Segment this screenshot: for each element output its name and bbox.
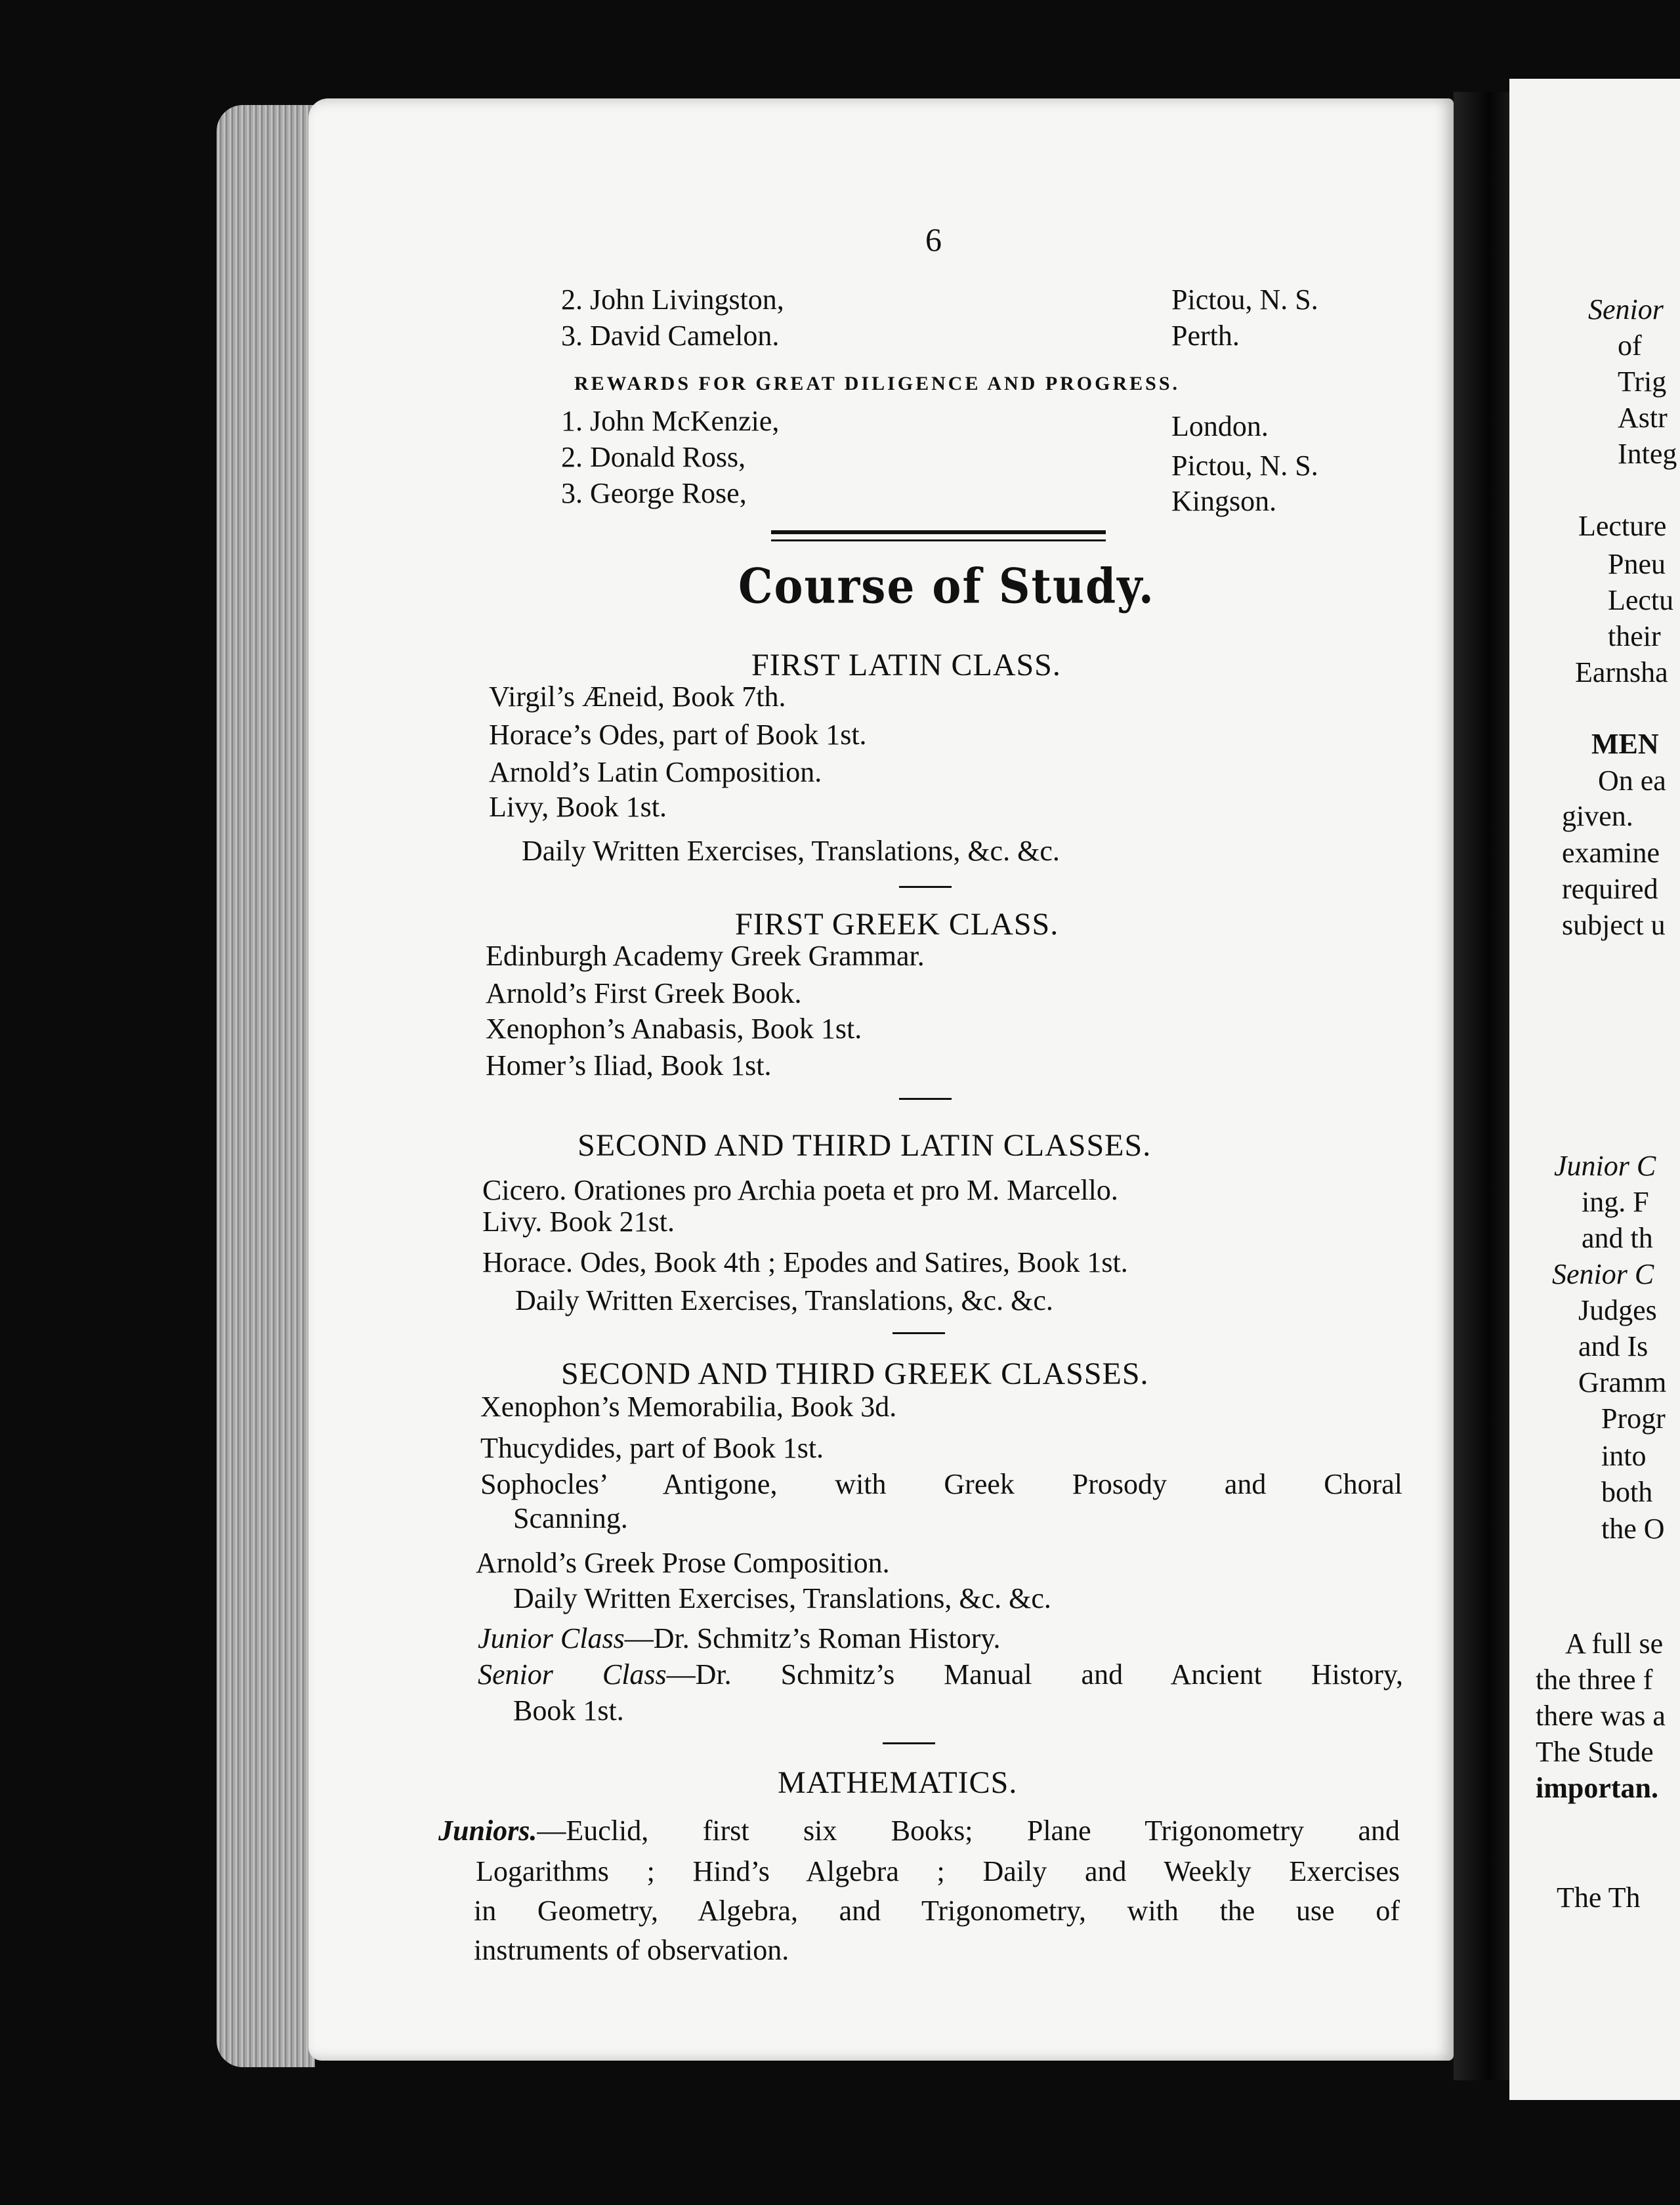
junior-class-line bbox=[478, 1624, 1001, 1653]
list-item: Livy, Book 1st. bbox=[489, 791, 667, 823]
course-title: Course of Study. bbox=[738, 558, 1155, 614]
facing-text: ing. F bbox=[1582, 1186, 1649, 1218]
prize-place: Pictou, N. S. bbox=[1171, 284, 1318, 316]
prize-entry: 3. David Camelon. bbox=[561, 320, 780, 352]
facing-text: Earnsha bbox=[1575, 656, 1668, 688]
facing-text: there was a bbox=[1536, 1700, 1666, 1732]
facing-text: subject u bbox=[1562, 909, 1666, 941]
prize-entry: 2. John Livingston, bbox=[561, 284, 784, 316]
facing-text: Progr bbox=[1601, 1402, 1666, 1435]
second-third-greek-heading: SECOND AND THIRD GREEK CLASSES. bbox=[561, 1356, 1149, 1391]
page-number: 6 bbox=[925, 221, 942, 258]
list-item: Edinburgh Academy Greek Grammar. bbox=[486, 940, 925, 972]
senior-class-text: —Dr. Schmitz’s Manual and Ancient History, bbox=[666, 1658, 1403, 1690]
prize-place: London. bbox=[1171, 410, 1269, 442]
senior-class-line bbox=[478, 1660, 1403, 1689]
list-item: Cicero. Orationes pro Archia poeta et pro M. Marcello. bbox=[482, 1174, 1118, 1206]
facing-text: Integ bbox=[1618, 438, 1677, 470]
list-item: Livy. Book 21st. bbox=[482, 1206, 675, 1238]
mathematics-line: Logarithms ; Hind’s Algebra ; Daily and Weekly Exercises bbox=[476, 1855, 1400, 1887]
facing-text: of bbox=[1618, 329, 1642, 362]
facing-text: importan. bbox=[1536, 1772, 1658, 1804]
list-item: Scanning. bbox=[513, 1502, 628, 1534]
list-item: Xenophon’s Anabasis, Book 1st. bbox=[486, 1013, 862, 1045]
prize-place: Pictou, N. S. bbox=[1171, 450, 1318, 482]
short-rule bbox=[892, 1332, 945, 1334]
junior-class-label: Junior Class bbox=[478, 1622, 625, 1654]
prize-place: Perth. bbox=[1171, 320, 1240, 352]
facing-text: the three f bbox=[1536, 1664, 1653, 1696]
mathematics-line bbox=[438, 1816, 1400, 1845]
facing-text: the O bbox=[1601, 1513, 1665, 1545]
list-item: Xenophon’s Memorabilia, Book 3d. bbox=[480, 1391, 897, 1423]
second-third-latin-heading: SECOND AND THIRD LATIN CLASSES. bbox=[578, 1128, 1152, 1163]
facing-text: Trig bbox=[1618, 366, 1667, 398]
short-rule bbox=[899, 886, 952, 888]
mathematics-line: in Geometry, Algebra, and Trigonometry, with the use of bbox=[474, 1895, 1400, 1927]
mathematics-heading: MATHEMATICS. bbox=[778, 1765, 1018, 1800]
facing-text: Judges bbox=[1578, 1294, 1657, 1326]
list-item: Daily Written Exercises, Translations, &c. &c. bbox=[522, 835, 1060, 867]
list-item: Daily Written Exercises, Translations, &c. &c. bbox=[513, 1582, 1051, 1614]
facing-text: Gramm bbox=[1578, 1366, 1667, 1398]
short-rule bbox=[883, 1742, 935, 1744]
short-rule bbox=[899, 1098, 952, 1100]
facing-text: Pneu bbox=[1608, 548, 1666, 580]
mathematics-line: instruments of observation. bbox=[474, 1934, 789, 1966]
list-item: Daily Written Exercises, Translations, &c. &c. bbox=[515, 1284, 1053, 1316]
facing-text: both bbox=[1601, 1476, 1653, 1508]
facing-text: their bbox=[1608, 620, 1661, 652]
facing-text: The Stude bbox=[1536, 1736, 1654, 1768]
prize-entry: 2. Donald Ross, bbox=[561, 441, 746, 473]
facing-text: Lecture bbox=[1578, 510, 1667, 542]
facing-text: Lectu bbox=[1608, 584, 1674, 616]
prize-entry: 1. John McKenzie, bbox=[561, 405, 780, 437]
section-rule bbox=[771, 539, 1106, 541]
senior-class-label: Senior Class bbox=[478, 1658, 667, 1690]
rewards-heading: REWARDS FOR GREAT DILIGENCE AND PROGRESS. bbox=[574, 373, 1181, 394]
section-rule bbox=[771, 530, 1106, 534]
juniors-label: Juniors. bbox=[438, 1815, 537, 1847]
list-item: Virgil’s Æneid, Book 7th. bbox=[489, 681, 786, 713]
list-item: Horace’s Odes, part of Book 1st. bbox=[489, 719, 867, 751]
facing-text: examine bbox=[1562, 837, 1660, 869]
facing-text: Senior C bbox=[1552, 1258, 1654, 1290]
facing-text: MEN bbox=[1591, 728, 1659, 760]
facing-text: Astr bbox=[1618, 402, 1668, 434]
list-item: Arnold’s First Greek Book. bbox=[486, 977, 802, 1009]
senior-class-continuation: Book 1st. bbox=[513, 1694, 624, 1727]
facing-text: and th bbox=[1582, 1222, 1653, 1254]
facing-text: given. bbox=[1562, 800, 1633, 832]
junior-class-text: —Dr. Schmitz’s Roman History. bbox=[624, 1622, 1001, 1654]
book-gutter bbox=[1454, 92, 1513, 2080]
list-item: Thucydides, part of Book 1st. bbox=[480, 1432, 824, 1464]
facing-text: Senior bbox=[1588, 293, 1664, 326]
list-item: Homer’s Iliad, Book 1st. bbox=[486, 1049, 772, 1082]
list-item: Horace. Odes, Book 4th ; Epodes and Satires, Book 1st. bbox=[482, 1246, 1128, 1278]
facing-text: into bbox=[1601, 1440, 1647, 1472]
mathematics-text: —Euclid, first six Books; Plane Trigonometry and bbox=[537, 1815, 1400, 1847]
facing-text: A full se bbox=[1565, 1628, 1664, 1660]
first-greek-heading: FIRST GREEK CLASS. bbox=[735, 907, 1059, 942]
facing-text: required bbox=[1562, 873, 1658, 905]
facing-text: Junior C bbox=[1554, 1150, 1656, 1182]
facing-text: and Is bbox=[1578, 1330, 1648, 1362]
facing-text: On ea bbox=[1598, 765, 1666, 797]
facing-text: The Th bbox=[1557, 1881, 1641, 1914]
list-item: Sophocles’ Antigone, with Greek Prosody and Choral bbox=[480, 1468, 1402, 1500]
book-page-edges bbox=[217, 105, 315, 2067]
list-item: Arnold’s Greek Prose Composition. bbox=[476, 1547, 890, 1579]
list-item: Arnold’s Latin Composition. bbox=[489, 756, 822, 788]
first-latin-heading: FIRST LATIN CLASS. bbox=[751, 648, 1061, 682]
prize-place: Kingson. bbox=[1171, 485, 1277, 517]
prize-entry: 3. George Rose, bbox=[561, 477, 747, 509]
